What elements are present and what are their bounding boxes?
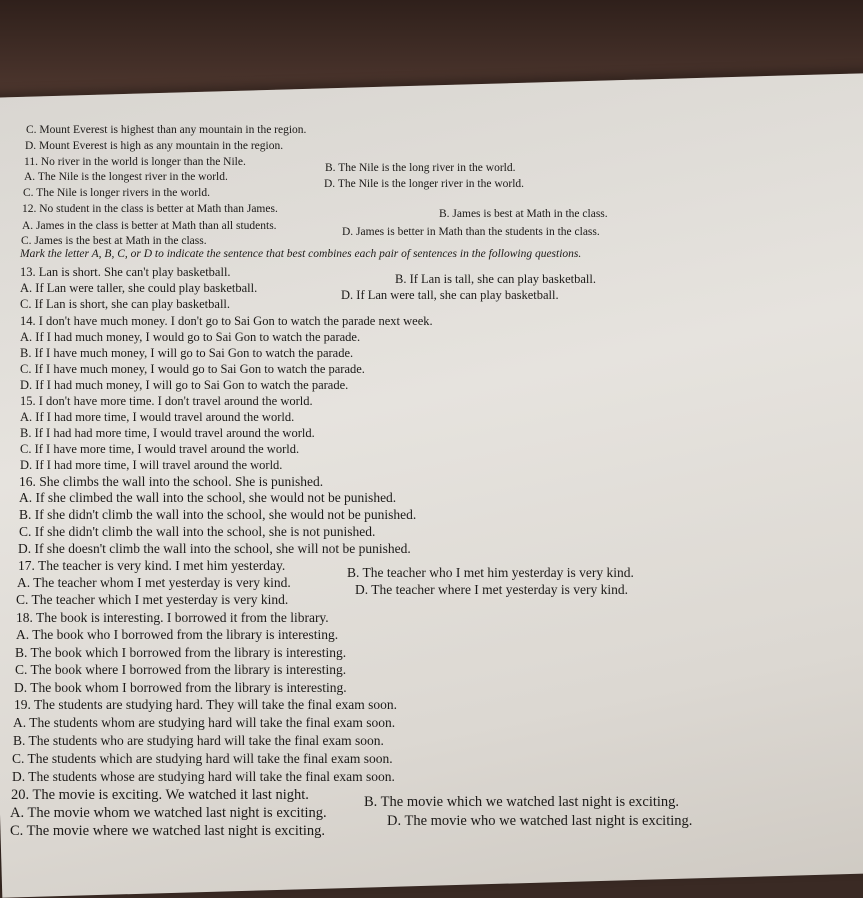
option-c: C. The book where I borrowed from the library is interesting. bbox=[15, 662, 347, 677]
option-d: D. The teacher where I met yesterday is very kind. bbox=[355, 582, 629, 597]
option-b: B. The students who are studying hard will take the final exam soon. bbox=[13, 733, 384, 748]
question-18: 18. The book is interesting. I borrowed it from the library. bbox=[16, 610, 329, 625]
option-a: A. If she climbed the wall into the school, she would not be punished. bbox=[19, 490, 397, 505]
option-a: A. James in the class is better at Math than all students. bbox=[22, 220, 277, 232]
option-c: C. If she didn't climb the wall into the school, she is not punished. bbox=[19, 524, 376, 539]
option-b: B. The Nile is the long river in the world. bbox=[325, 162, 516, 174]
text-line: 12. No student in the class is better at Math than James. bbox=[22, 203, 278, 215]
option-a: A. The teacher whom I met yesterday is very kind. bbox=[17, 575, 291, 590]
option-c: C. The teacher which I met yesterday is very kind. bbox=[16, 592, 289, 607]
question-17: 17. The teacher is very kind. I met him yesterday. bbox=[18, 558, 286, 573]
option-a: A. The students whom are studying hard will take the final exam soon. bbox=[13, 715, 396, 730]
option-b: B. The movie which we watched last night is exciting. bbox=[364, 794, 680, 810]
option-b: B. James is best at Math in the class. bbox=[439, 208, 608, 220]
option-d: D. The book whom I borrowed from the library is interesting. bbox=[14, 680, 347, 695]
question-19: 19. The students are studying hard. They will take the final exam soon. bbox=[14, 697, 398, 712]
option-c: C. The movie where we watched last night is exciting. bbox=[10, 823, 326, 839]
option-c: C. The Nile is longer rivers in the world. bbox=[23, 187, 210, 199]
option-a: A. If Lan were taller, she could play basketball. bbox=[20, 281, 258, 295]
option-b: B. If I have much money, I will go to Sai Gon to watch the parade. bbox=[20, 346, 354, 360]
option-d: D. The students whose are studying hard will take the final exam soon. bbox=[12, 769, 395, 784]
option-b: B. If she didn't climb the wall into the school, she would not be punished. bbox=[19, 507, 417, 522]
option-c: C. The students which are studying hard will take the final exam soon. bbox=[12, 751, 393, 766]
question-14: 14. I don't have much money. I don't go to Sai Gon to watch the parade next week. bbox=[20, 314, 433, 328]
text-line bbox=[23, 178, 525, 200]
text-line: C. Mount Everest is highest than any mountain in the region. bbox=[26, 124, 307, 136]
option-b: B. The teacher who I met him yesterday is very kind. bbox=[347, 565, 634, 580]
option-d: D. If I had much money, I will go to Sai Gon to watch the parade. bbox=[20, 378, 349, 392]
option-b: B. If I had had more time, I would travel around the world. bbox=[20, 426, 315, 440]
text-line: 11. No river in the world is longer than the Nile. bbox=[24, 156, 246, 168]
question-13: 13. Lan is short. She can't play basketball. bbox=[20, 265, 231, 279]
option-a: A. The Nile is the longest river in the world. bbox=[24, 171, 228, 183]
instructions: Mark the letter A, B, C, or D to indicate the sentence that best combines each pair of sentences in the following questions. bbox=[20, 248, 582, 260]
option-d: D. The Nile is the longer river in the world. bbox=[324, 178, 525, 190]
option-b: B. The book which I borrowed from the library is interesting. bbox=[15, 645, 347, 660]
option-d: D. If she doesn't climb the wall into the school, she will not be punished. bbox=[18, 541, 411, 556]
option-c: C. James is the best at Math in the class. bbox=[21, 235, 207, 247]
option-a: A. The book who I borrowed from the library is interesting. bbox=[16, 627, 339, 642]
option-d: D. If Lan were tall, she can play basketball. bbox=[341, 288, 559, 302]
option-d: D. James is better in Math than the students in the class. bbox=[342, 226, 600, 238]
question-15: 15. I don't have more time. I don't travel around the world. bbox=[20, 394, 313, 408]
option-b: B. If Lan is tall, she can play basketball. bbox=[395, 272, 596, 286]
option-d: D. The movie who we watched last night is exciting. bbox=[387, 813, 693, 829]
option-a: A. If I had much money, I would go to Sai Gon to watch the parade. bbox=[20, 330, 361, 344]
option-a: A. If I had more time, I would travel around the world. bbox=[20, 410, 295, 424]
question-16: 16. She climbs the wall into the school. She is punished. bbox=[19, 474, 324, 489]
option-c: C. If I have much money, I would go to Sai Gon to watch the parade. bbox=[20, 362, 365, 376]
option-c: C. If Lan is short, she can play basketball. bbox=[20, 297, 231, 311]
option-d: D. If I had more time, I will travel around the world. bbox=[20, 458, 283, 472]
option-a: A. The movie whom we watched last night is exciting. bbox=[10, 805, 327, 821]
question-20: 20. The movie is exciting. We watched it last night. bbox=[11, 787, 309, 803]
text-line: D. Mount Everest is high as any mountain in the region. bbox=[25, 140, 284, 152]
option-c: C. If I have more time, I would travel around the world. bbox=[20, 442, 300, 456]
